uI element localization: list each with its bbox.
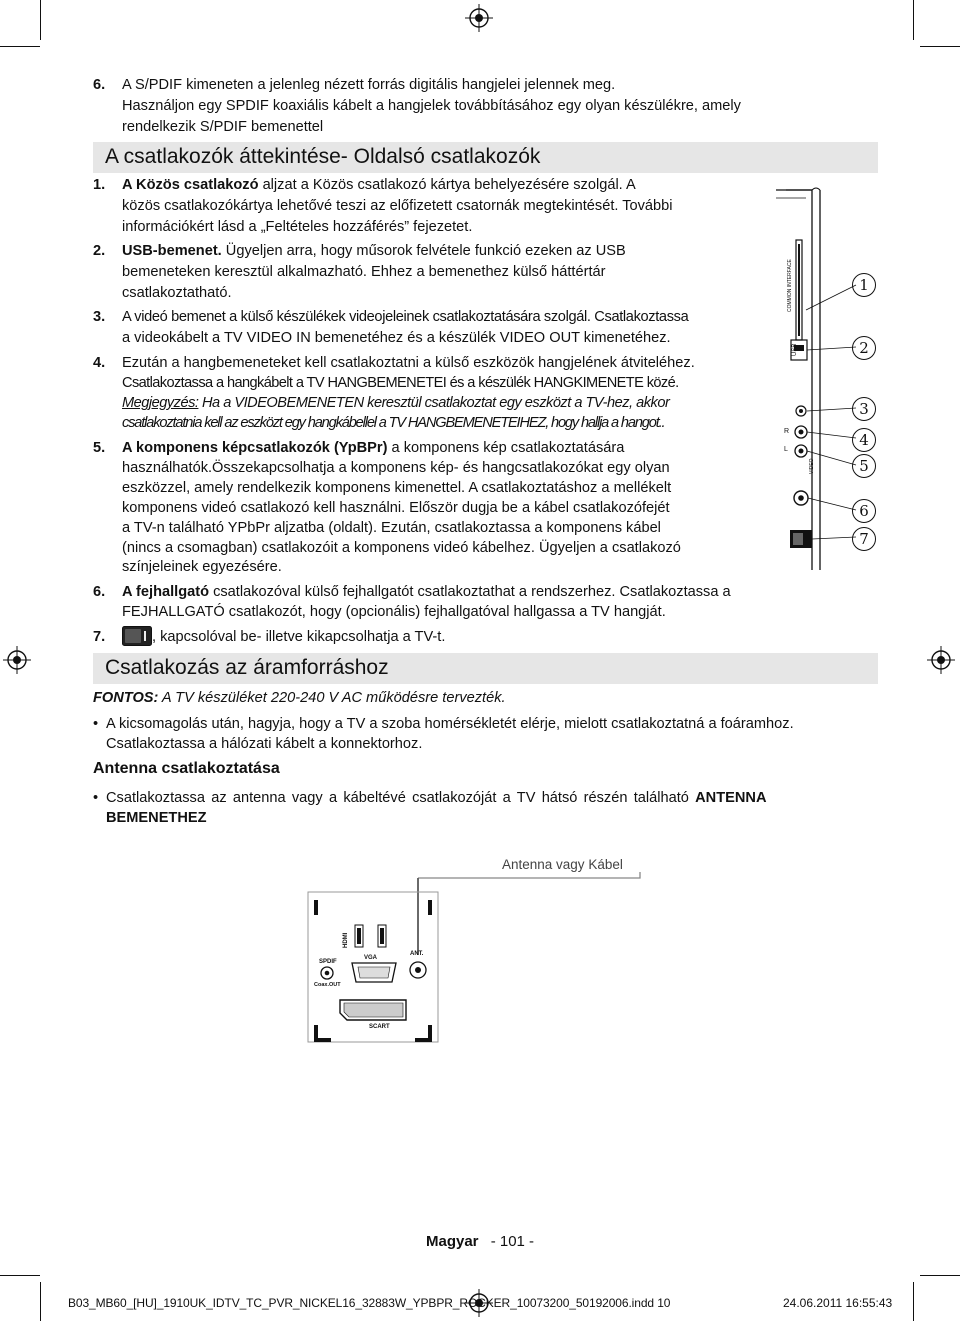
bullet-icon: •	[93, 716, 99, 732]
paragraph-line: A Közös csatlakozó aljzat a Közös csatlakozó kártya behelyezésére szolgál. A	[122, 177, 636, 193]
paragraph-line: eszközzel, amely rendelkezik komponens kimenettel. A csatlakoztatáshoz a mellékelt	[122, 480, 672, 496]
callout-4: 4	[852, 428, 876, 452]
paragraph-line: (nincs a csomagban) csatlakozóit a komponens videó kábelhez. Ügyeljen a csatlakozó	[122, 540, 681, 556]
callout-5: 5	[852, 454, 876, 478]
callout-2: 2	[852, 336, 876, 360]
callout-1: 1	[852, 273, 876, 297]
note-line: csatlakoztatnia kell az eszközt egy hangkábellel a TV HANGBEMENETEIHEZ, hogy hallja a hangot..	[122, 415, 665, 431]
page-language: Magyar	[426, 1233, 479, 1250]
paragraph-line: A kicsomagolás után, hagyja, hogy a TV a szoba homérsékletét elérje, mielott csatlakoztatná a foáramhoz.	[106, 716, 794, 732]
paragraph-line: a TV-n található YPbPr aljzatba (oldalt). Ezután, csatlakoztassa a komponens kábel	[122, 520, 661, 536]
paragraph-line: színjeleinek egyezésére.	[122, 559, 282, 575]
paragraph-line: komponens videó csatlakozó kell használni. Először dugja be a kábel csatlakozófejét	[122, 500, 670, 516]
item-number: 3.	[93, 309, 106, 325]
video-label: VIDEO	[809, 458, 815, 474]
ant-label: ANT.	[410, 951, 424, 957]
crop-mark	[920, 46, 960, 47]
antenna-heading: Antenna csatlakoztatása	[93, 760, 280, 777]
crop-mark	[0, 1275, 40, 1276]
registration-mark-icon	[464, 3, 494, 33]
coax-out-label: Coax.OUT	[314, 982, 341, 988]
page-footer-label	[426, 1233, 534, 1250]
term: A komponens képcsatlakozók (YpBPr)	[122, 440, 388, 456]
section-heading: A csatlakozók áttekintése- Oldalsó csatlakozók	[105, 145, 541, 168]
paragraph-line: csatlakoztatható.	[122, 285, 232, 301]
section-heading-band	[93, 653, 878, 684]
rocker-switch-icon	[122, 626, 152, 646]
page-number: - 101 -	[490, 1233, 535, 1250]
crop-mark	[920, 1275, 960, 1276]
paragraph-line: Csatlakoztassa a hangkábelt a TV HANGBEMENETEI és a készülék HANGKIMENETE közé.	[122, 375, 679, 391]
print-date: 24.06.2011 16:55:43	[783, 1296, 893, 1310]
rear-panel-diagram	[300, 870, 645, 1050]
paragraph-line: A fejhallgató csatlakozóval külső fejhallgatót csatlakoztathat a rendszerhez. Csatlakoztassa a	[122, 584, 731, 600]
paragraph-line: közös csatlakozókártya lehetővé teszi az előfizetett csatornák megtekintését. További	[122, 198, 673, 214]
important-label: FONTOS:	[93, 690, 159, 706]
note-line: Megjegyzés: Ha a VIDEOBEMENETEN keresztül csatlakoztat egy eszközt a TV-hez, akkor	[122, 395, 670, 411]
paragraph-line: A videó bemenet a külső készülékek videojeleinek csatlakoztatására szolgál. Csatlakoztassa	[122, 309, 689, 325]
paragraph-line: rendelkezik S/PDIF bemenettel	[122, 119, 324, 135]
item-number: 6.	[93, 77, 106, 93]
paragraph-line: Ezután a hangbemeneteket kell csatlakoztatni a külső eszközök hangjelének átviteléhez.	[122, 355, 695, 371]
item-number: 2.	[93, 243, 106, 259]
paragraph-line: használhatók.Összekapcsolhatja a komponens kép- és hangcsatlakozókat egy olyan	[122, 460, 670, 476]
term: A fejhallgató	[122, 584, 210, 600]
paragraph-line: BEMENETHEZ	[106, 810, 207, 826]
item-number: 4.	[93, 355, 106, 371]
vga-label: VGA	[364, 955, 378, 961]
callout-3: 3	[852, 397, 876, 421]
hdmi-label: HDMI	[343, 932, 349, 948]
crop-mark	[0, 46, 40, 47]
paragraph-line: , kapcsolóval be- illetve kikapcsolhatja a TV-t.	[152, 629, 446, 645]
paragraph-line: A komponens képcsatlakozók (YpBPr) a komponens kép csatlakoztatására	[122, 440, 625, 456]
registration-mark-icon	[926, 645, 956, 675]
item-number: 5.	[93, 440, 106, 456]
callout-6: 6	[852, 499, 876, 523]
print-file-info: B03_MB60_[HU]_1910UK_IDTV_TC_PVR_NICKEL16_32883W_YPBPR_ROCKER_10073200_50192006.indd 10	[68, 1296, 671, 1310]
registration-mark-icon	[2, 645, 32, 675]
paragraph-line: információkért lásd a „Feltételes hozzáférés” fejezetet.	[122, 219, 473, 235]
paragraph-line: Használjon egy SPDIF koaxiális kábelt a hangjelek továbbításához egy olyan készülékre, amely	[122, 98, 741, 114]
callout-7: 7	[852, 527, 876, 551]
crop-mark	[913, 1282, 914, 1321]
l-label: L	[784, 446, 788, 453]
section-heading-band	[93, 142, 878, 173]
section-heading: Csatlakozás az áramforráshoz	[105, 656, 389, 679]
paragraph-line: A S/PDIF kimeneten a jelenleg nézett forrás digitális hangjelei jelennek meg.	[122, 77, 616, 93]
term: USB-bemenet.	[122, 243, 222, 259]
scart-label: SCART	[369, 1024, 390, 1030]
crop-mark	[40, 0, 41, 40]
item-number: 7.	[93, 629, 106, 645]
term: A Közös csatlakozó	[122, 177, 259, 193]
paragraph-line: USB-bemenet. Ügyeljen arra, hogy műsorok felvétele funkció ezeken az USB	[122, 243, 626, 259]
item-number: 6.	[93, 584, 106, 600]
r-label: R	[784, 428, 790, 435]
note-label: Megjegyzés:	[122, 395, 199, 411]
side-panel-label: COMMON INTERFACE	[787, 259, 793, 312]
crop-mark	[40, 1282, 41, 1321]
paragraph-line: Csatlakoztassa a hálózati kábelt a konnektorhoz.	[106, 736, 423, 752]
item-number: 1.	[93, 177, 106, 193]
antenna-caption: Antenna vagy Kábel	[502, 857, 623, 872]
crop-mark	[913, 0, 914, 40]
bullet-icon: •	[93, 790, 99, 806]
paragraph-line: bemeneteken keresztül alkalmazható. Ehhez a bemenethez külső háttértár	[122, 264, 606, 280]
paragraph-line: a videokábelt a TV VIDEO IN bemenetéhez és a készülék VIDEO OUT kimenetéhez.	[122, 330, 671, 346]
important-note: FONTOS: A TV készüléket 220-240 V AC működésre tervezték.	[93, 690, 506, 706]
spdif-label: SPDIF	[319, 959, 337, 965]
usb-label: USB	[792, 343, 798, 356]
paragraph-line: FEJHALLGATÓ csatlakozót, hogy (opcionális) fejhallgatóval hallgassa a TV hangját.	[122, 604, 666, 620]
paragraph-line: Csatlakoztassa az antenna vagy a kábeltévé csatlakozóját a TV hátsó részén található ANTENNA	[106, 790, 767, 806]
